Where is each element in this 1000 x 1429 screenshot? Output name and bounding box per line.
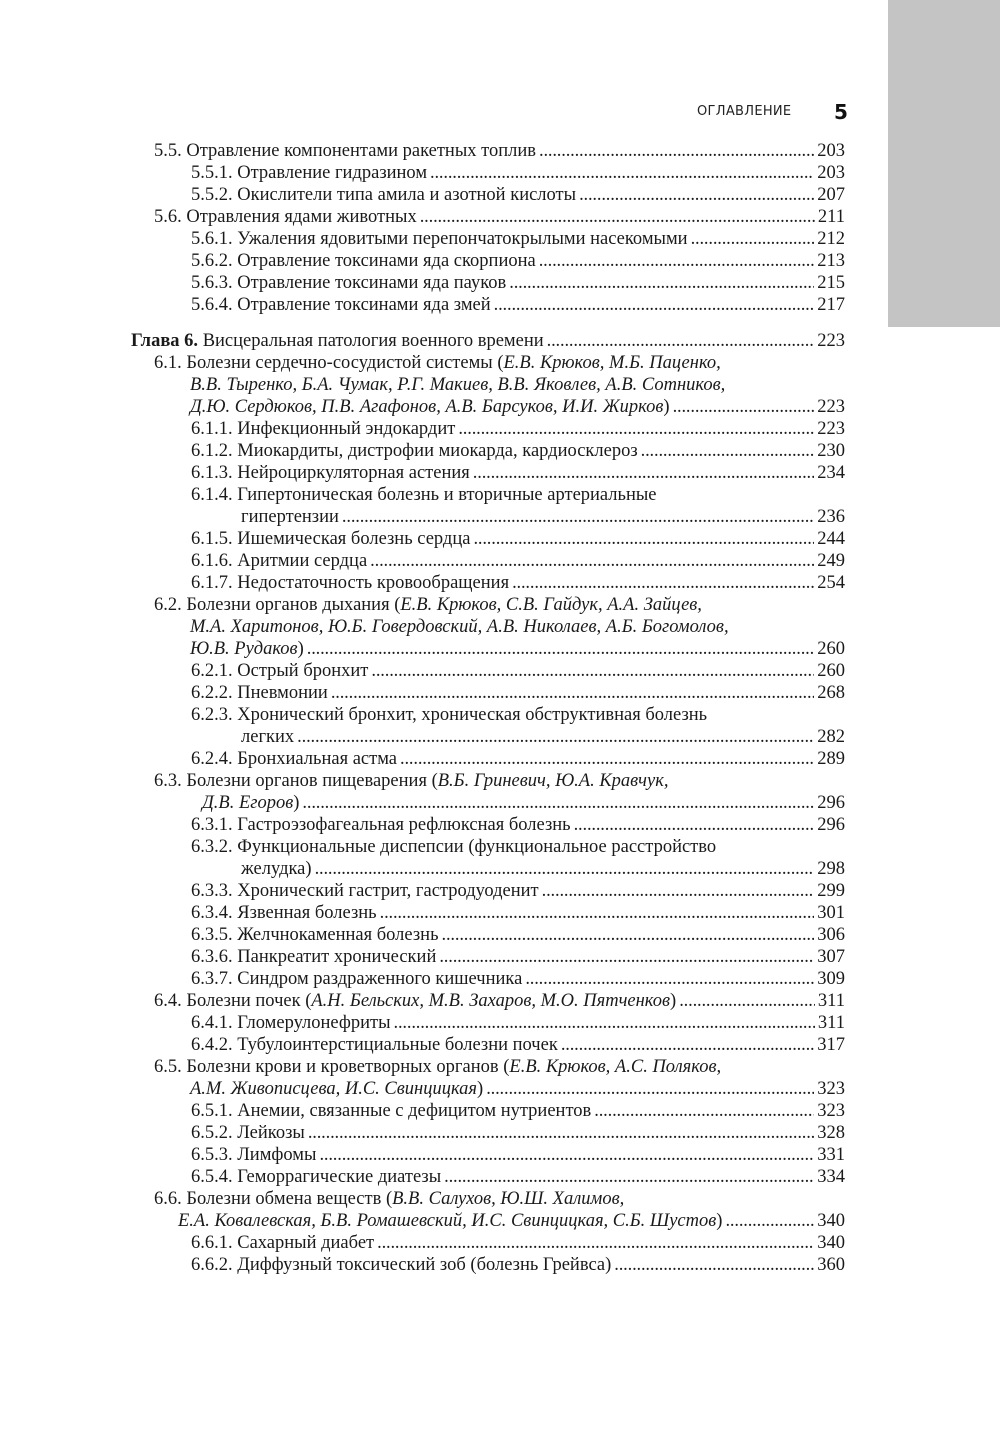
entry-page: 298 <box>817 859 845 879</box>
entry-title: 6.5.1. Анемии, связанные с дефицитом нутриентов <box>191 1101 592 1121</box>
leader-dots <box>512 572 814 594</box>
leader-dots <box>547 330 815 352</box>
entry-title: 6.3.6. Панкреатит хронический <box>191 947 437 967</box>
entry-page: 323 <box>817 1079 845 1099</box>
toc-entry-5-5[interactable] <box>0 140 845 162</box>
leader-dots <box>297 726 814 748</box>
entry-page: 223 <box>817 419 845 439</box>
entry-authors: А.М. Живописцева, И.С. Свинцицкая <box>190 1079 478 1099</box>
entry-title: 5.6.3. Отравление токсинами яда пауков <box>191 273 507 293</box>
leader-dots <box>302 792 814 814</box>
entry-title: 6.3.5. Желчнокаменная болезнь <box>191 925 439 945</box>
entry-title: 6.1.7. Недостаточность кровообращения <box>191 573 510 593</box>
leader-dots <box>439 946 814 968</box>
entry-title: 6.2.3. Хронический бронхит, хроническая обструктивная болезнь <box>191 705 708 725</box>
entry-page: 296 <box>817 815 845 835</box>
entry-title: 5.6.4. Отравление токсинами яда змей <box>191 295 491 315</box>
entry-title: 6.1.3. Нейроциркуляторная астения <box>191 463 470 483</box>
entry-title: 6.6. Болезни обмена веществ ( <box>154 1189 393 1209</box>
toc-entry-5-6[interactable] <box>0 206 845 228</box>
entry-title: 6.1.1. Инфекционный эндокардит <box>191 419 456 439</box>
paren: ) <box>477 1079 484 1099</box>
entry-title: 6.3.1. Гастроэзофагеальная рефлюксная болезнь <box>191 815 571 835</box>
leader-dots <box>574 814 815 836</box>
entry-page: 331 <box>817 1145 845 1165</box>
entry-title: 5.5. Отравление компонентами ракетных топлив <box>154 141 536 161</box>
entry-title-cont: гипертензии <box>241 507 339 527</box>
entry-title: 5.5.1. Отравление гидразином <box>191 163 428 183</box>
entry-page: 203 <box>817 163 845 183</box>
leader-dots <box>444 1166 814 1188</box>
entry-title: 6.3.7. Синдром раздраженного кишечника <box>191 969 523 989</box>
entry-page: 223 <box>817 397 845 417</box>
entry-title-cont: легких <box>241 727 295 747</box>
entry-title: 6.6.2. Диффузный токсический зоб (болезнь Грейвса) <box>191 1255 612 1275</box>
toc-entry-6-3-6[interactable] <box>0 946 845 968</box>
entry-page: 301 <box>817 903 845 923</box>
entry-page: 299 <box>817 881 845 901</box>
toc-entry-6-2-2[interactable] <box>0 682 845 704</box>
paren: ) <box>716 1211 723 1231</box>
entry-title: 6.4. Болезни почек ( <box>154 991 312 1011</box>
entry-title: 6.5. Болезни крови и кроветворных органов ( <box>154 1057 510 1077</box>
chapter-title: Висцеральная патология военного времени <box>202 331 544 351</box>
entry-title: 6.2. Болезни органов дыхания ( <box>154 595 401 615</box>
leader-dots <box>315 858 815 880</box>
entry-page: 236 <box>817 507 845 527</box>
toc-entry-6-2-1[interactable] <box>0 660 845 682</box>
toc-entry-6-3[interactable] <box>0 770 845 814</box>
entry-page: 234 <box>817 463 845 483</box>
leader-dots <box>319 1144 814 1166</box>
paren: ) <box>293 793 300 813</box>
toc-entry-5-5-2[interactable] <box>0 184 845 206</box>
leader-dots <box>473 462 814 484</box>
entry-authors: Д.Ю. Сердюков, П.В. Агафонов, А.В. Барсуков, И.И. Жирков <box>190 397 664 417</box>
toc-entry-6-3-5[interactable] <box>0 924 845 946</box>
entry-title: 6.3.3. Хронический гастрит, гастродуоденит <box>191 881 539 901</box>
leader-dots <box>539 250 815 272</box>
entry-page: 307 <box>817 947 845 967</box>
entry-page: 311 <box>817 1013 845 1033</box>
leader-dots <box>525 968 814 990</box>
toc-entry-5-6-3[interactable] <box>0 272 845 294</box>
entry-page: 212 <box>817 229 845 249</box>
entry-title: 6.3.4. Язвенная болезнь <box>191 903 377 923</box>
leader-dots <box>509 272 814 294</box>
toc-entry-5-6-1[interactable] <box>0 228 845 250</box>
toc-entry-6-5-1[interactable] <box>0 1100 845 1122</box>
entry-authors: Е.В. Крюков, М.Б. Паценко, <box>503 353 721 373</box>
leader-dots <box>641 440 815 462</box>
leader-dots <box>370 550 814 572</box>
toc-entry-6-3-2[interactable] <box>0 836 845 880</box>
toc-entry-6-3-7[interactable] <box>0 968 845 990</box>
paren: ) <box>663 397 670 417</box>
entry-title: 6.5.2. Лейкозы <box>191 1123 305 1143</box>
toc-entry-5-6-2[interactable] <box>0 250 845 272</box>
leader-dots <box>594 1100 814 1122</box>
toc-entry-6-5[interactable] <box>0 1056 845 1100</box>
entry-page: 215 <box>817 273 845 293</box>
entry-page: 244 <box>817 529 845 549</box>
entry-authors: М.А. Харитонов, Ю.Б. Говердовский, А.В. Николаев, А.Б. Богомолов, <box>190 617 729 637</box>
toc-entry-6-5-2[interactable] <box>0 1122 845 1144</box>
entry-page: 254 <box>817 573 845 593</box>
toc-entry-6-6-1[interactable] <box>0 1232 845 1254</box>
entry-page: 282 <box>817 727 845 747</box>
entry-title: 6.2.4. Бронхиальная астма <box>191 749 398 769</box>
entry-page: 223 <box>817 331 845 351</box>
entry-page: 260 <box>817 661 845 681</box>
toc-entry-6-1-5[interactable] <box>0 528 845 550</box>
toc-entry-6-6-2[interactable] <box>0 1254 845 1276</box>
toc-chapter-6[interactable] <box>0 330 845 352</box>
table-of-contents <box>0 140 1000 1276</box>
running-head: ОГЛАВЛЕНИЕ <box>697 104 792 119</box>
entry-authors: В.В. Салухов, Ю.Ш. Халимов, <box>392 1189 625 1209</box>
entry-page: 230 <box>817 441 845 461</box>
toc-entry-6-2[interactable] <box>0 594 845 660</box>
chapter-label: Глава 6. <box>131 331 199 351</box>
entry-authors: Д.В. Егоров <box>202 793 294 813</box>
entry-page: 203 <box>817 141 845 161</box>
toc-entry-6-1-7[interactable] <box>0 572 845 594</box>
leader-dots <box>614 1254 814 1276</box>
entry-authors: В.В. Тыренко, Б.А. Чумак, Р.Г. Макиев, В.В. Яковлев, А.В. Сотников, <box>190 375 726 395</box>
entry-page: 217 <box>817 295 845 315</box>
entry-authors: Е.В. Крюков, А.С. Поляков, <box>509 1057 722 1077</box>
entry-title: 6.3. Болезни органов пищеварения ( <box>154 771 438 791</box>
leader-dots <box>542 880 815 902</box>
entry-title: 6.1.2. Миокардиты, дистрофии миокарда, кардиосклероз <box>191 441 638 461</box>
toc-entry-6-6[interactable] <box>0 1188 845 1232</box>
toc-entry-6-1-6[interactable] <box>0 550 845 572</box>
entry-title: 6.1. Болезни сердечно-сосудистой системы ( <box>154 353 504 373</box>
toc-entry-6-3-4[interactable] <box>0 902 845 924</box>
toc-entry-6-3-3[interactable] <box>0 880 845 902</box>
entry-page: 260 <box>817 639 845 659</box>
entry-title: 6.1.5. Ишемическая болезнь сердца <box>191 529 471 549</box>
toc-entry-6-2-3[interactable] <box>0 704 845 748</box>
entry-title: 5.6.2. Отравление токсинами яда скорпиона <box>191 251 536 271</box>
entry-page: 340 <box>817 1211 845 1231</box>
entry-page: 249 <box>817 551 845 571</box>
toc-entry-6-5-3[interactable] <box>0 1144 845 1166</box>
leader-dots <box>377 1232 814 1254</box>
leader-dots <box>486 1078 814 1100</box>
entry-page: 306 <box>817 925 845 945</box>
toc-entry-6-4-2[interactable] <box>0 1034 845 1056</box>
leader-dots <box>420 206 815 228</box>
toc-entry-6-1-4[interactable] <box>0 484 845 528</box>
entry-authors: А.Н. Бельских, М.В. Захаров, М.О. Пятченков <box>311 991 671 1011</box>
entry-title-cont: желудка) <box>241 859 312 879</box>
entry-title: 5.6.1. Ужаления ядовитыми перепончатокрылыми насекомыми <box>191 229 688 249</box>
entry-page: 317 <box>817 1035 845 1055</box>
toc-entry-6-3-1[interactable] <box>0 814 845 836</box>
entry-title: 6.1.6. Аритмии сердца <box>191 551 368 571</box>
toc-entry-6-5-4[interactable] <box>0 1166 845 1188</box>
entry-page: 340 <box>817 1233 845 1253</box>
entry-title: 6.4.2. Тубулоинтерстициальные болезни почек <box>191 1035 558 1055</box>
entry-authors: В.Б. Гриневич, Ю.А. Кравчук, <box>437 771 669 791</box>
entry-page: 289 <box>817 749 845 769</box>
entry-title: 6.5.3. Лимфомы <box>191 1145 317 1165</box>
toc-entry-6-2-4[interactable] <box>0 748 845 770</box>
entry-title: 6.2.1. Острый бронхит <box>191 661 369 681</box>
entry-page: 211 <box>817 207 845 227</box>
leader-dots <box>380 902 815 924</box>
leader-dots <box>539 140 814 162</box>
toc-entry-6-1-2[interactable] <box>0 440 845 462</box>
leader-dots <box>679 990 815 1012</box>
toc-entry-5-6-4[interactable] <box>0 294 845 316</box>
entry-page: 334 <box>817 1167 845 1187</box>
toc-entry-6-1-3[interactable] <box>0 462 845 484</box>
leader-dots <box>400 748 814 770</box>
leader-dots <box>308 1122 814 1144</box>
entry-page: 328 <box>817 1123 845 1143</box>
leader-dots <box>331 682 814 704</box>
entry-page: 323 <box>817 1101 845 1121</box>
entry-page: 360 <box>817 1255 845 1275</box>
entry-authors: Е.А. Ковалевская, Б.В. Ромашевский, И.С. Свинцицкая, С.Б. Шустов <box>178 1211 717 1231</box>
entry-page: 296 <box>817 793 845 813</box>
entry-title: 5.6. Отравления ядами животных <box>154 207 417 227</box>
leader-dots <box>371 660 814 682</box>
leader-dots <box>725 1210 814 1232</box>
entry-authors: Ю.В. Рудаков <box>190 639 298 659</box>
entry-title: 6.2.2. Пневмонии <box>191 683 328 703</box>
leader-dots <box>394 1012 815 1034</box>
leader-dots <box>442 924 815 946</box>
entry-page: 213 <box>817 251 845 271</box>
paren: ) <box>297 639 304 659</box>
leader-dots <box>494 294 815 316</box>
entry-title: 5.5.2. Окислители типа амила и азотной кислоты <box>191 185 577 205</box>
entry-page: 311 <box>817 991 845 1011</box>
leader-dots <box>430 162 814 184</box>
entry-title: 6.1.4. Гипертоническая болезнь и вторичные артериальные <box>191 485 657 505</box>
leader-dots <box>458 418 814 440</box>
leader-dots <box>307 638 815 660</box>
toc-entry-6-4[interactable] <box>0 990 845 1012</box>
toc-entry-6-1[interactable] <box>0 352 845 418</box>
page-number: 5 <box>834 100 848 124</box>
entry-title: 6.3.2. Функциональные диспепсии (функциональное расстройство <box>191 837 717 857</box>
entry-authors: Е.В. Крюков, С.В. Гайдук, А.А. Зайцев, <box>400 595 702 615</box>
leader-dots <box>473 528 814 550</box>
leader-dots <box>691 228 815 250</box>
entry-page: 207 <box>817 185 845 205</box>
entry-title: 6.4.1. Гломерулонефриты <box>191 1013 391 1033</box>
leader-dots <box>561 1034 814 1056</box>
entry-page: 309 <box>817 969 845 989</box>
leader-dots <box>342 506 814 528</box>
entry-title: 6.6.1. Сахарный диабет <box>191 1233 375 1253</box>
toc-entry-6-4-1[interactable] <box>0 1012 845 1034</box>
leader-dots <box>579 184 814 206</box>
paren: ) <box>670 991 677 1011</box>
toc-entry-6-1-1[interactable] <box>0 418 845 440</box>
leader-dots <box>673 396 815 418</box>
entry-page: 268 <box>817 683 845 703</box>
entry-title: 6.5.4. Геморрагические диатезы <box>191 1167 442 1187</box>
toc-entry-5-5-1[interactable] <box>0 162 845 184</box>
